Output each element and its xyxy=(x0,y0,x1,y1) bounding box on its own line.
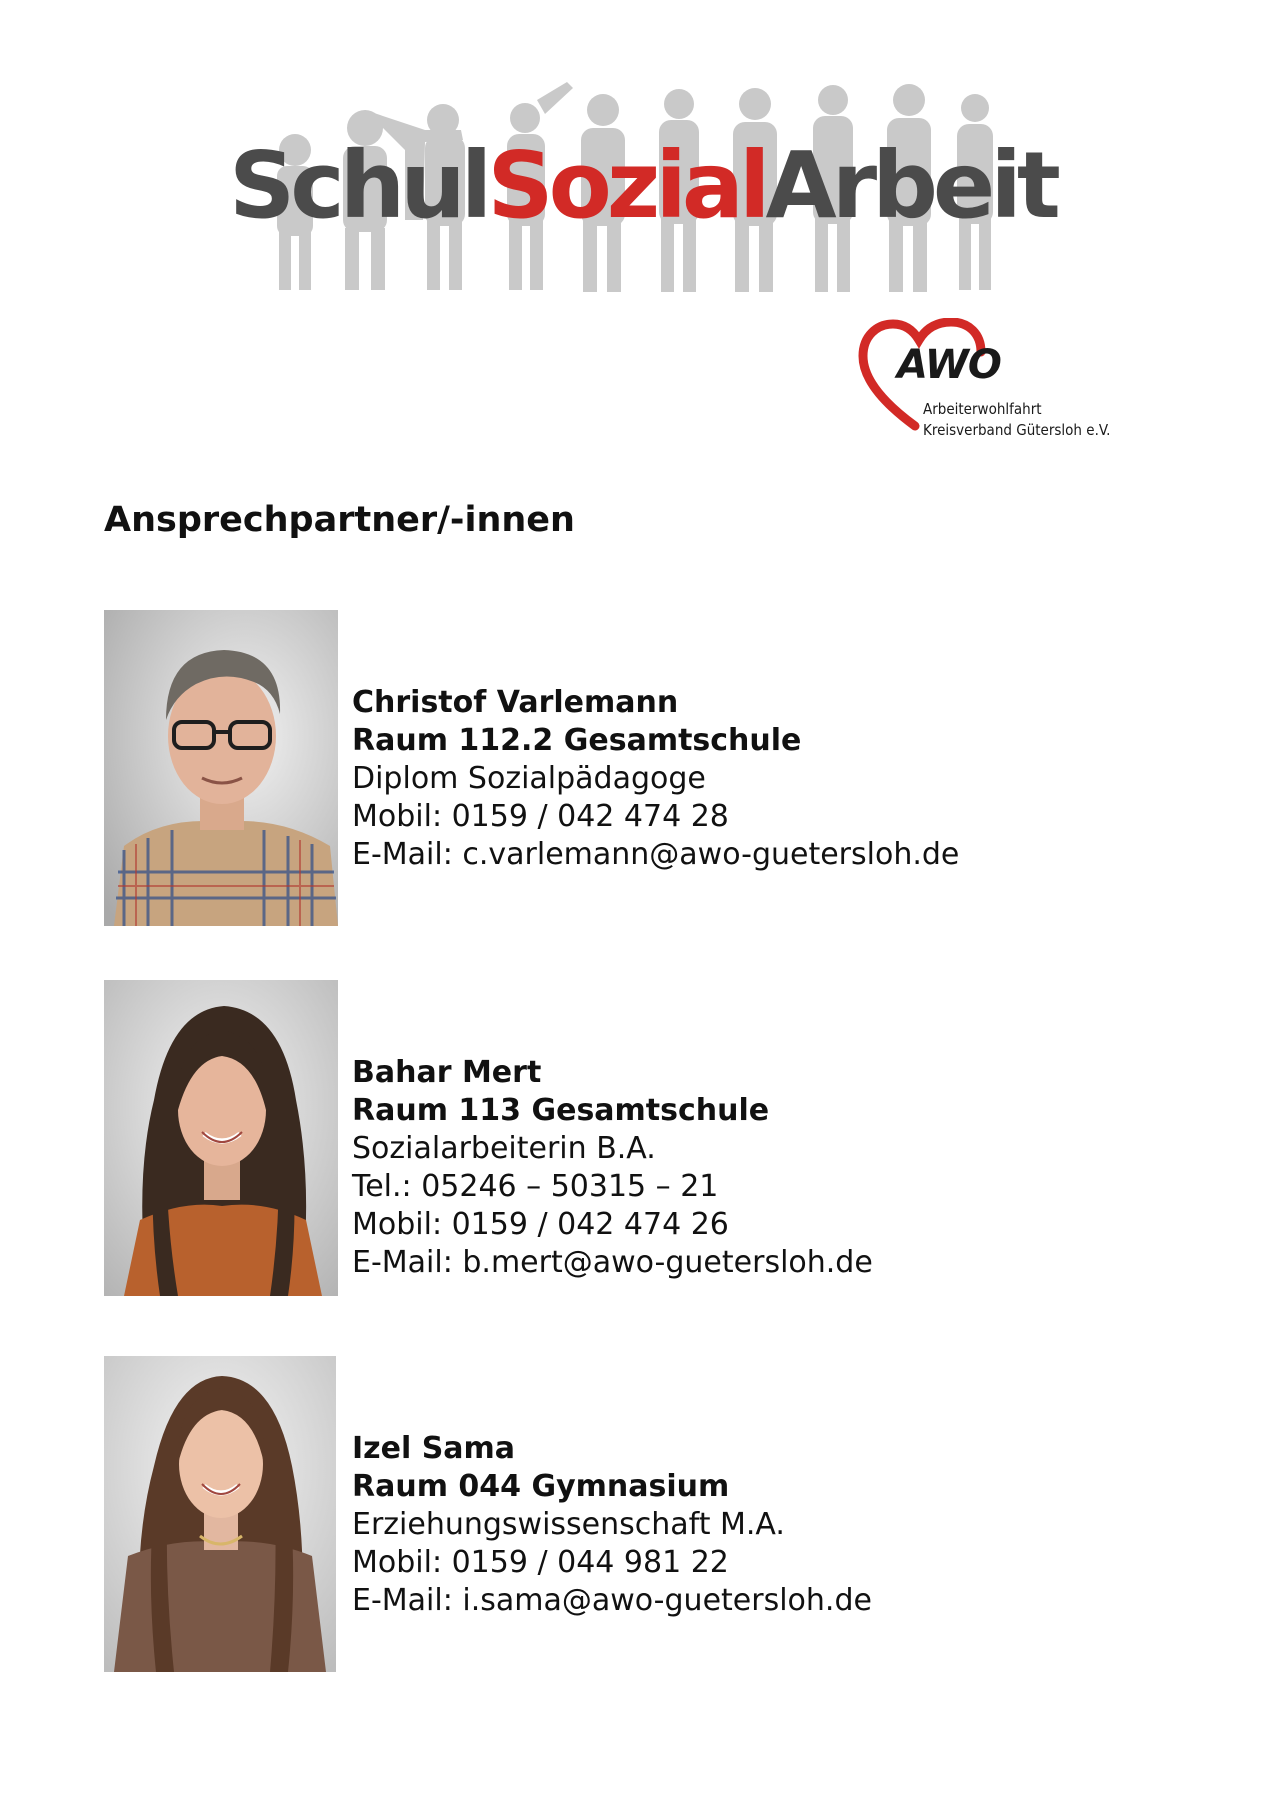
contact-name: Christof Varlemann xyxy=(352,685,679,720)
contact-email: E-Mail: b.mert@awo-guetersloh.de xyxy=(352,1245,873,1280)
contact-mobile: Mobil: 0159 / 042 474 26 xyxy=(352,1207,729,1242)
logo-wordmark xyxy=(229,132,1056,239)
contact-info xyxy=(352,684,959,874)
contact-mobile: Mobil: 0159 / 044 981 22 xyxy=(352,1545,729,1580)
awo-logo xyxy=(855,318,1115,448)
awo-subtitle-line1: Arbeiterwohlfahrt xyxy=(923,400,1042,418)
contact-name: Izel Sama xyxy=(352,1431,516,1466)
logo-word-arbeit: Arbeit xyxy=(765,132,1056,239)
contact-email: E-Mail: i.sama@awo-guetersloh.de xyxy=(352,1583,872,1618)
contact-info xyxy=(352,1430,872,1620)
contact-info xyxy=(352,1054,873,1282)
contact-mobile: Mobil: 0159 / 042 474 28 xyxy=(352,799,729,834)
contact-photo xyxy=(104,610,338,926)
contact-photo xyxy=(104,980,338,1296)
page-heading: Ansprechpartner/-innen xyxy=(104,500,575,540)
contact-card xyxy=(104,980,1204,1300)
awo-subtitle-line2: Kreisverband Gütersloh e.V. xyxy=(923,421,1111,439)
portrait-woman-image xyxy=(104,980,338,1296)
contact-card xyxy=(104,610,1204,930)
logo-word-sozial: Sozial xyxy=(487,132,766,239)
contact-room: Raum 112.2 Gesamtschule xyxy=(352,723,802,758)
awo-wordmark: AWO xyxy=(897,342,1001,388)
contact-email: E-Mail: c.varlemann@awo-guetersloh.de xyxy=(352,837,960,872)
schulsozialarbeit-logo xyxy=(215,80,1056,295)
portrait-man-image xyxy=(104,610,338,926)
contact-title: Erziehungswissenschaft M.A. xyxy=(352,1507,785,1542)
contact-name: Bahar Mert xyxy=(352,1055,542,1090)
logo-word-schul: Schul xyxy=(229,132,488,239)
portrait-woman-image xyxy=(104,1356,336,1672)
contact-room: Raum 113 Gesamtschule xyxy=(352,1093,770,1128)
contact-card xyxy=(104,1356,1204,1676)
contact-title: Sozialarbeiterin B.A. xyxy=(352,1131,656,1166)
contact-title: Diplom Sozialpädagoge xyxy=(352,761,706,796)
contact-photo xyxy=(104,1356,336,1672)
contact-phone: Tel.: 05246 – 50315 – 21 xyxy=(352,1169,719,1204)
contact-room: Raum 044 Gymnasium xyxy=(352,1469,730,1504)
